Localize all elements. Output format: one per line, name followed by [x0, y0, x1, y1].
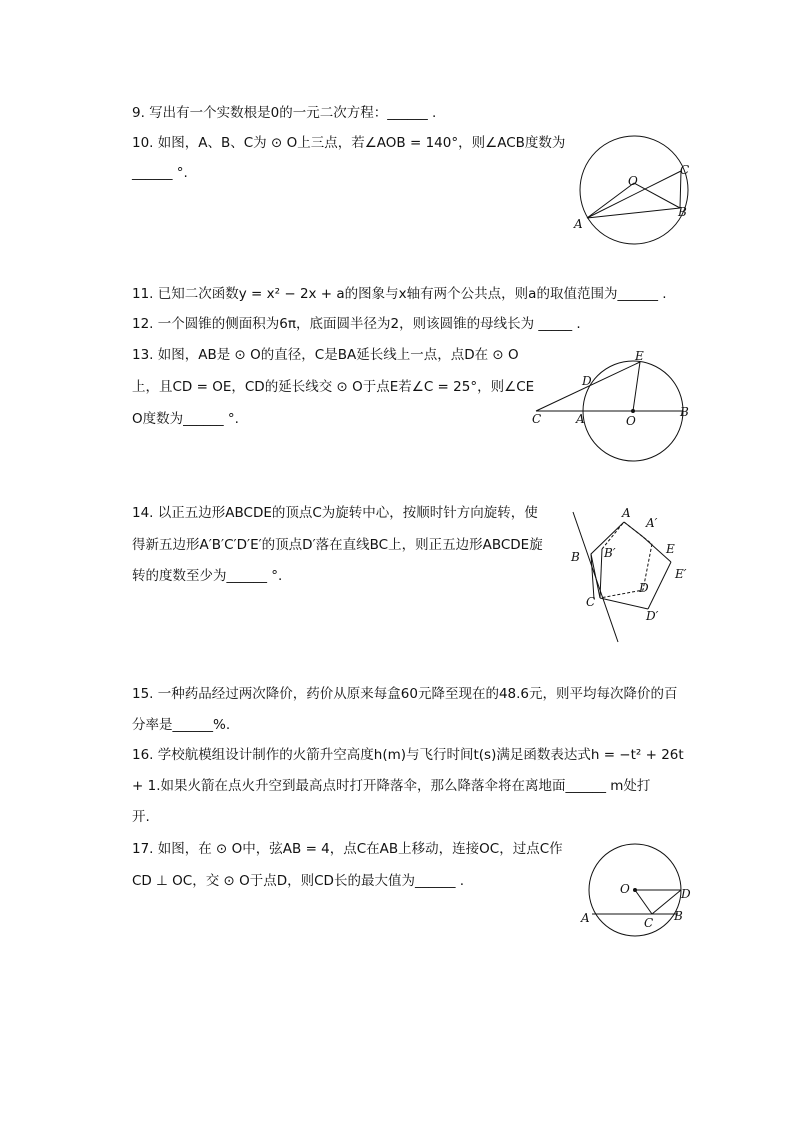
label-c: C	[644, 916, 654, 930]
question-14-line-1: 14. 以正五边形ABCDE的顶点C为旋转中心，按顺时针方向旋转，使	[132, 505, 538, 521]
label-a: A	[622, 506, 631, 520]
question-13-line-1: 13. 如图，AB是 ⊙ O的直径，C是BA延长线上一点，点D在 ⊙ O	[132, 347, 519, 363]
label-o: O	[626, 414, 636, 428]
question-13-line-3: O度数为______ °.	[132, 411, 239, 427]
q14-pentagon-figure	[560, 502, 700, 647]
question-15-line-2: 分率是______%.	[132, 717, 231, 733]
label-b: B	[571, 550, 580, 564]
question-17-line-1: 17. 如图，在 ⊙ O中，弦AB = 4，点C在AB上移动，连接OC，过点C作	[132, 841, 563, 857]
label-d: D	[681, 887, 691, 901]
question-10-line-2: ______ °.	[132, 165, 188, 181]
label-d-prime: D′	[646, 609, 659, 623]
label-b: B	[674, 909, 683, 923]
question-14-line-2: 得新五边形A′B′C′D′E′的顶点D′落在直线BC上，则正五边形ABCDE旋	[132, 537, 543, 553]
label-d: D	[582, 374, 592, 388]
label-e-prime: E′	[675, 567, 687, 581]
label-b: B	[678, 205, 687, 219]
question-16-line-2: + 1.如果火箭在点火升空到最高点时打开降落伞，那么降落伞将在离地面______ m处打	[132, 778, 651, 794]
question-14-line-3: 转的度数至少为______ °.	[132, 568, 283, 584]
label-o: O	[628, 174, 638, 188]
label-a: A	[581, 911, 590, 925]
q17-circle-figure	[574, 838, 704, 943]
question-10-line-1: 10. 如图，A、B、C为 ⊙ O上三点，若∠AOB = 140°，则∠ACB度数为	[132, 135, 566, 151]
label-o: O	[620, 882, 630, 896]
question-9: 9. 写出有一个实数根是0的一元二次方程：______ .	[132, 105, 437, 121]
label-e: E	[635, 349, 644, 363]
question-13-line-2: 上，且CD = OE，CD的延长线交 ⊙ O于点E若∠C = 25°，则∠CE	[132, 379, 535, 395]
q13-circle-figure	[528, 345, 698, 465]
question-16-line-3: 开.	[132, 809, 150, 825]
question-16-line-1: 16. 学校航模组设计制作的火箭升空高度h(m)与飞行时间t(s)满足函数表达式h = −t² + 26t	[132, 747, 684, 763]
label-e: E	[666, 542, 675, 556]
label-c: C	[680, 163, 690, 177]
label-b-prime: B′	[604, 546, 616, 560]
label-c: C	[586, 595, 596, 609]
label-a: A	[576, 412, 585, 426]
label-a: A	[574, 217, 583, 231]
label-b: B	[680, 405, 689, 419]
q10-circle-figure	[570, 128, 700, 248]
question-12: 12. 一个圆锥的侧面积为6π，底面圆半径为2，则该圆锥的母线长为 _____ .	[132, 316, 581, 332]
label-c: C	[532, 412, 542, 426]
label-d: D	[639, 581, 649, 595]
label-a-prime: A′	[646, 516, 658, 530]
question-15-line-1: 15. 一种药品经过两次降价，药价从原来每盒60元降至现在的48.6元，则平均每次降价的百	[132, 686, 678, 702]
question-11: 11. 已知二次函数y = x² − 2x + a的图象与x轴有两个公共点，则a的取值范围为______ .	[132, 286, 667, 302]
question-17-line-2: CD ⊥ OC，交 ⊙ O于点D，则CD长的最大值为______ .	[132, 873, 465, 889]
